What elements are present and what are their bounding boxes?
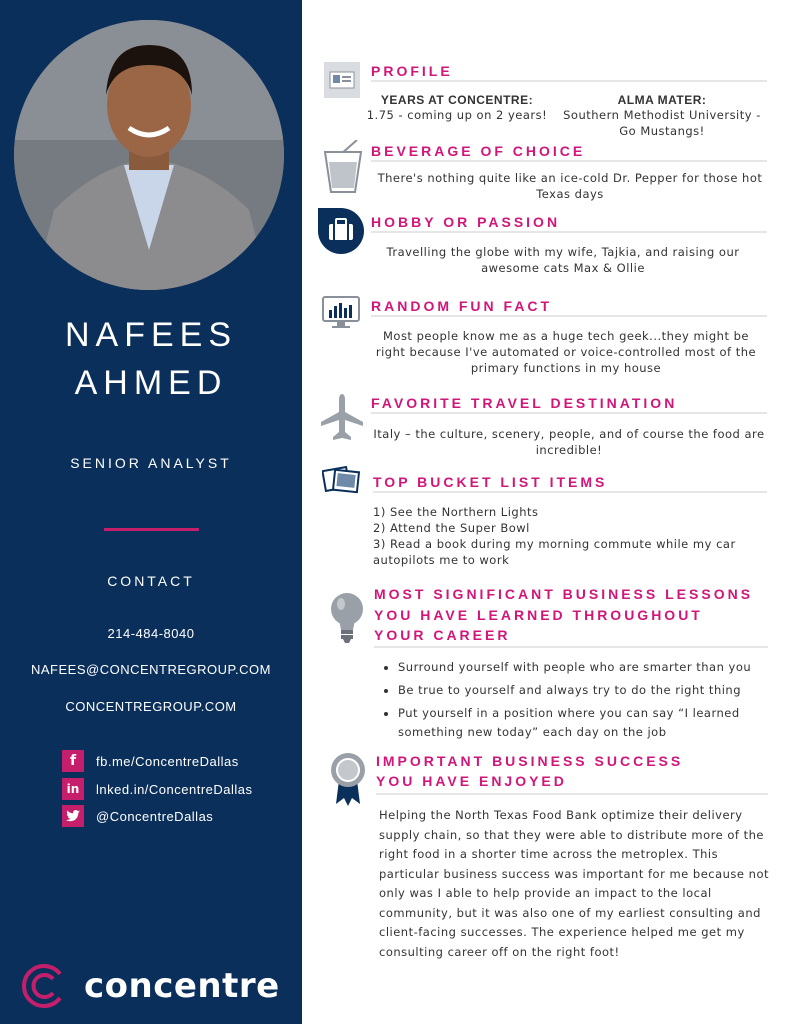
photos-icon xyxy=(322,465,362,500)
fun-fact-heading: RANDOM FUN FACT xyxy=(371,298,553,314)
social-linkedin-text[interactable]: lnked.in/ConcentreDallas xyxy=(96,781,253,797)
first-name: NAFEES xyxy=(64,316,238,354)
contact-email[interactable]: NAFEES@CONCENTREGROUP.COM xyxy=(31,662,271,677)
lessons-heading-line-3: YOUR CAREER xyxy=(374,627,511,643)
lightbulb-icon xyxy=(329,592,365,649)
logo-text: concentre xyxy=(84,966,280,1006)
bucket-item: 3) Read a book during my morning commute while my car autopilots me to work xyxy=(373,537,736,567)
bucket-heading: TOP BUCKET LIST ITEMS xyxy=(373,474,608,490)
travel-heading: FAVORITE TRAVEL DESTINATION xyxy=(371,395,678,411)
profile-rule xyxy=(371,80,767,82)
profile-photo xyxy=(14,20,284,290)
lesson-item: • Be true to yourself and always try to do the right thing xyxy=(398,681,770,700)
beverage-heading: BEVERAGE OF CHOICE xyxy=(371,143,586,159)
social-twitter[interactable] xyxy=(62,806,213,826)
lessons-list xyxy=(380,658,770,746)
profile-heading: PROFILE xyxy=(371,63,453,79)
social-facebook-text[interactable]: fb.me/ConcentreDallas xyxy=(96,753,239,769)
company-logo xyxy=(20,962,280,1010)
bucket-list xyxy=(373,504,763,568)
suitcase-icon xyxy=(318,208,364,259)
job-title: SENIOR ANALYST xyxy=(70,455,232,471)
lessons-heading-line-2: YOU HAVE LEARNED THROUGHOUT xyxy=(374,607,703,623)
success-rule xyxy=(376,793,768,795)
facebook-icon: f xyxy=(62,750,84,772)
travel-text: Italy – the culture, scenery, people, and of course the food are incredible! xyxy=(373,427,765,457)
lessons-rule xyxy=(374,646,768,648)
years-label: YEARS AT CONCENTRE: xyxy=(380,93,534,107)
drink-cup-icon xyxy=(323,140,363,199)
award-ribbon-icon xyxy=(330,752,366,811)
beverage-rule xyxy=(371,160,767,162)
last-name: AHMED xyxy=(74,364,228,402)
sidebar xyxy=(0,0,302,1024)
twitter-icon xyxy=(62,805,84,827)
social-twitter-text[interactable]: @ConcentreDallas xyxy=(96,808,214,824)
fun-fact-text: Most people know me as a huge tech geek...they might be right because I've automated or voice-controlled most of the primary functions in my house xyxy=(375,329,757,375)
contact-heading: CONTACT xyxy=(107,573,195,589)
linkedin-icon: in xyxy=(62,778,84,800)
success-heading-line-2: YOU HAVE ENJOYED xyxy=(376,773,567,789)
airplane-icon xyxy=(320,392,364,447)
hobby-heading: HOBBY OR PASSION xyxy=(371,214,561,230)
lesson-item: • Put yourself in a position where you can say “I learned something new today” each day on the job xyxy=(398,704,770,742)
contact-phone[interactable]: 214-484-8040 xyxy=(107,626,195,641)
bucket-item: 1) See the Northern Lights xyxy=(373,505,539,519)
beverage-text: There's nothing quite like an ice-cold Dr. Pepper for those hot Texas days xyxy=(377,171,763,201)
hobby-text: Travelling the globe with my wife, Tajkia, and raising our awesome cats Max & Ollie xyxy=(386,245,740,275)
concentre-logo-icon xyxy=(20,962,68,1010)
social-facebook[interactable] xyxy=(62,751,239,771)
sidebar-divider xyxy=(104,528,199,531)
contact-website[interactable]: CONCENTREGROUP.COM xyxy=(65,699,237,714)
social-linkedin[interactable] xyxy=(62,779,253,799)
years-value: 1.75 - coming up on 2 years! xyxy=(366,108,548,122)
travel-rule xyxy=(371,412,767,414)
lessons-heading-line-1: MOST SIGNIFICANT BUSINESS LESSONS xyxy=(374,586,754,602)
success-text: Helping the North Texas Food Bank optimize their delivery supply chain, so that they were able to distribute more of the right food in a shorter time across the metroplex. This particular business success was important for me because not only was I able to help provide an impact to the local community, but it was also one of my earliest consulting and client-facing successes. The experience helped me get my consulting career off on the right foot! xyxy=(379,808,769,959)
monitor-chart-icon xyxy=(322,296,360,335)
id-card-icon xyxy=(324,62,360,103)
fun-fact-rule xyxy=(371,315,767,317)
bucket-item: 2) Attend the Super Bowl xyxy=(373,521,530,535)
hobby-rule xyxy=(371,231,767,233)
bucket-rule xyxy=(373,491,767,493)
success-heading-line-1: IMPORTANT BUSINESS SUCCESS xyxy=(376,753,684,769)
alma-label: ALMA MATER: xyxy=(617,93,707,107)
lesson-item: • Surround yourself with people who are smarter than you xyxy=(398,658,770,677)
alma-value: Southern Methodist University - Go Mustangs! xyxy=(563,108,761,138)
